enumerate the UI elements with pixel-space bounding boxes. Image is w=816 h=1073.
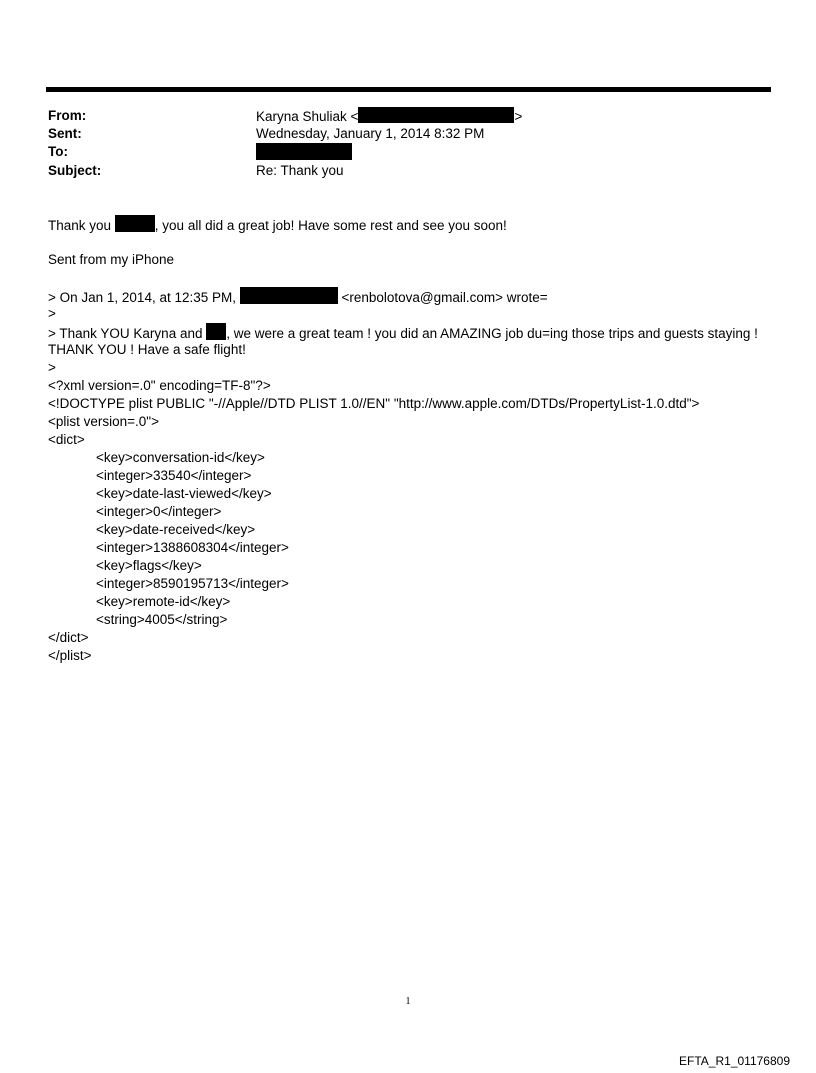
to-label: To: [48,144,68,159]
signature-line: Sent from my iPhone [48,252,175,267]
dict-line: <key>date-received</key> [96,522,256,537]
dict-line: <string>4005</string> [96,612,228,627]
plist-close: </plist> [48,648,92,663]
xml-declaration: <?xml version=.0" encoding=TF-8"?> [48,378,271,393]
dict-line: <key>date-last-viewed</key> [96,486,272,501]
quote-pre: > On Jan 1, 2014, at 12:35 PM, [48,290,240,305]
from-close: > [514,109,523,124]
dict-line: <key>conversation-id</key> [96,450,265,465]
redaction-box [240,287,338,304]
document-id: EFTA_R1_01176809 [679,1054,790,1068]
dict-close: </dict> [48,630,89,645]
dict-open: <dict> [48,432,85,447]
from-label: From: [48,108,87,123]
body-thanks-line [48,215,507,235]
redaction-box [115,215,155,232]
dict-line: <integer>1388608304</integer> [96,540,289,555]
page-number: 1 [405,996,411,1007]
quote2-pre: > Thank YOU Karyna and [48,326,207,341]
redaction-box [256,143,352,160]
subject-value: Re: Thank you [256,163,344,178]
subject-label: Subject: [48,163,102,178]
quote-header-line [48,287,548,307]
quote-body-line-2: THANK YOU ! Have a safe flight! [48,342,246,357]
quote-marker: > [48,360,56,375]
plist-open: <plist version=.0"> [48,414,159,429]
quote2-post: , we were a great team ! you did an AMAZING job du=ing those trips and guests staying ! [226,326,758,341]
dict-line: <integer>0</integer> [96,504,222,519]
quote-body-line [48,323,758,343]
redaction-box [358,107,514,123]
to-value [256,143,352,163]
from-value [256,107,522,126]
sent-value: Wednesday, January 1, 2014 8:32 PM [256,126,485,141]
dict-line: <integer>8590195713</integer> [96,576,289,591]
header-rule [46,87,771,92]
sent-label: Sent: [48,126,82,141]
doctype-line: <!DOCTYPE plist PUBLIC "-//Apple//DTD PLIST 1.0//EN" "http://www.apple.com/DTDs/PropertyList-1.0.dtd"> [48,396,700,411]
dict-line: <integer>33540</integer> [96,468,252,483]
thanks-post: , you all did a great job! Have some rest and see you soon! [154,218,507,233]
dict-line: <key>remote-id</key> [96,594,231,609]
quote-marker: > [48,306,56,321]
thanks-pre: Thank you [48,218,115,233]
quote-post: <renbolotova@gmail.com> wrote= [337,290,548,305]
redaction-box [206,323,226,340]
from-name: Karyna Shuliak < [256,109,359,124]
dict-line: <key>flags</key> [96,558,202,573]
